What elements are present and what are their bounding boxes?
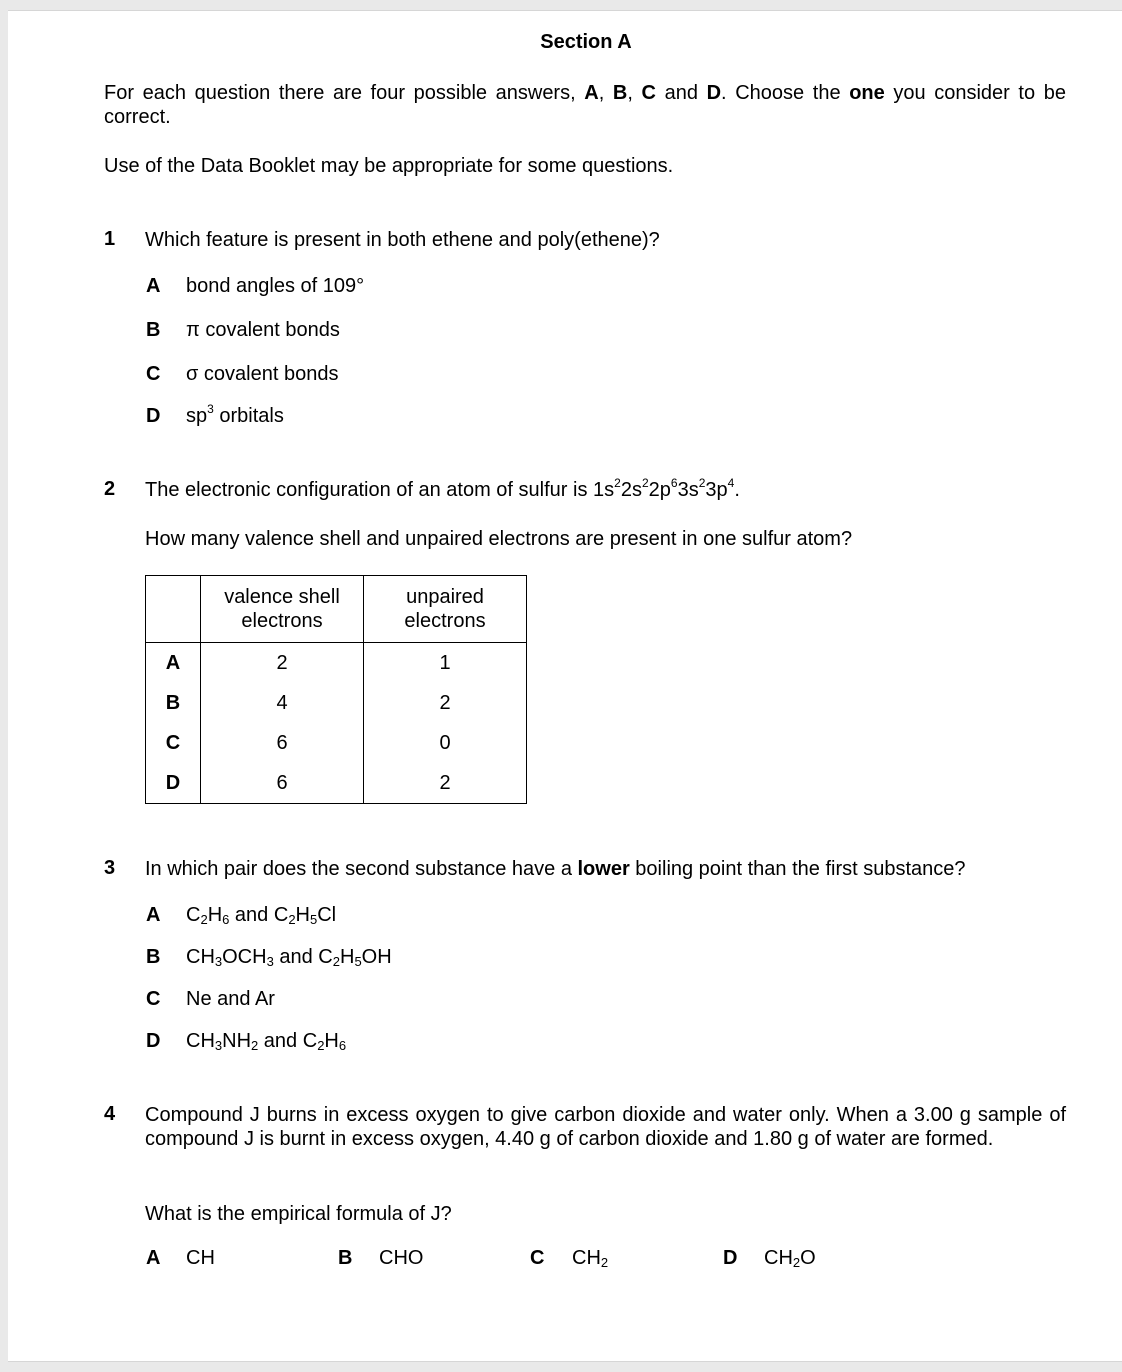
formula-part: sp	[186, 405, 208, 427]
formula-part: and C	[258, 1030, 318, 1052]
q1-option-d-text	[186, 402, 284, 428]
q3-option-c-text: Ne and Ar	[186, 988, 275, 1010]
question-2-number: 2	[104, 478, 116, 500]
row-unpaired: 2	[364, 683, 527, 723]
row-unpaired: 0	[364, 723, 527, 763]
subscript: 2	[288, 912, 296, 927]
question-3-number: 3	[104, 857, 116, 879]
question-2-answer-table	[145, 575, 527, 804]
q1-option-a-letter[interactable]: A	[146, 275, 161, 297]
q3-option-d-letter[interactable]: D	[146, 1030, 161, 1052]
subscript: 2	[317, 1038, 325, 1053]
q3-option-c-letter[interactable]: C	[146, 988, 161, 1010]
instructions-emphasis: one	[849, 82, 885, 104]
table-header-row	[146, 576, 527, 643]
section-title: Section A	[540, 31, 632, 53]
q1-option-b-letter[interactable]: B	[146, 319, 161, 341]
row-valence: 6	[201, 723, 364, 763]
question-4-prompt: What is the empirical formula of J?	[145, 1203, 452, 1225]
instructions-letter-d: D	[706, 82, 722, 104]
q4-option-a-letter[interactable]: A	[146, 1247, 161, 1269]
instructions-text: you consider to be correct.	[104, 82, 1066, 128]
exam-page	[8, 10, 1122, 1362]
table-header-blank	[146, 576, 201, 643]
row-valence: 6	[201, 763, 364, 804]
orbital: 3p	[705, 479, 728, 501]
header-line: electrons	[404, 610, 486, 632]
formula-part: C	[186, 904, 201, 926]
subscript: 3	[214, 954, 223, 969]
q3-option-b-letter[interactable]: B	[146, 946, 161, 968]
formula-part: and C	[273, 946, 333, 968]
orbital: 3s	[677, 479, 699, 501]
question-3-text	[145, 857, 966, 881]
instructions-sep: ,	[598, 82, 613, 104]
q4-option-d-text	[764, 1247, 816, 1270]
formula-part: CH	[186, 1030, 215, 1052]
row-unpaired: 1	[364, 643, 527, 684]
q3-option-a-text	[186, 904, 336, 927]
row-unpaired: 2	[364, 763, 527, 804]
question-2-prompt: How many valence shell and unpaired electrons are present in one sulfur atom?	[145, 528, 853, 550]
instructions-letter-a: A	[584, 82, 599, 104]
formula-part: CH	[572, 1247, 601, 1269]
table-row[interactable]	[146, 643, 527, 684]
instructions-sep: ,	[627, 82, 642, 104]
q3-option-d-text	[186, 1030, 346, 1053]
row-letter: D	[146, 763, 201, 804]
instructions-letter-b: B	[612, 82, 628, 104]
header-line: unpaired	[406, 586, 484, 608]
question-1-text: Which feature is present in both ethene and poly(ethene)?	[145, 229, 660, 251]
formula-part: Cl	[317, 904, 337, 926]
formula-part: OH	[361, 946, 392, 968]
q1-option-c-text: σ covalent bonds	[186, 363, 339, 385]
superscript: 4	[727, 476, 735, 490]
row-letter: C	[146, 723, 201, 763]
header-line: valence shell	[224, 586, 340, 608]
formula-part: CH	[764, 1247, 793, 1269]
punctuation: .	[734, 479, 740, 501]
table-row[interactable]	[146, 723, 527, 763]
instructions-paragraph	[104, 81, 1066, 129]
q3-option-a-letter[interactable]: A	[146, 904, 161, 926]
table-row[interactable]	[146, 683, 527, 723]
q4-option-a-text: CH	[186, 1247, 215, 1269]
instructions-text: For each question there are four possible answers,	[104, 82, 585, 104]
subscript: 2	[251, 1038, 259, 1053]
question-4-text: Compound J burns in excess oxygen to give carbon dioxide and water only. When a 3.00 g sample of compound J is burnt in excess oxygen, 4.40 g of carbon dioxide and 1.80 g of water are formed.	[145, 1104, 1066, 1150]
formula-part: H	[295, 904, 310, 926]
formula-part: H	[207, 904, 223, 926]
formula-part: H	[324, 1030, 339, 1052]
q4-option-d-letter[interactable]: D	[723, 1247, 738, 1269]
orbital: 2s	[620, 479, 642, 501]
instructions-sep: and	[655, 82, 707, 104]
subscript: 6	[338, 1038, 347, 1053]
formula-part: OCH	[222, 946, 267, 968]
q4-option-b-letter[interactable]: B	[338, 1247, 353, 1269]
question-3-text-part: boiling point than the first substance?	[629, 858, 966, 880]
subscript: 3	[214, 1038, 223, 1053]
question-1-number: 1	[104, 228, 116, 250]
q1-option-c-letter[interactable]: C	[146, 363, 161, 385]
question-2-text	[145, 478, 740, 502]
subscript: 6	[222, 912, 230, 927]
instructions-text: . Choose the	[721, 82, 850, 104]
q4-option-b-text: CHO	[379, 1247, 424, 1269]
table-header-unpaired	[364, 576, 527, 643]
superscript: 6	[670, 476, 678, 490]
formula-part: H	[339, 946, 355, 968]
table-header-valence	[201, 576, 364, 643]
subscript: 2	[792, 1255, 801, 1270]
formula-part: O	[800, 1247, 816, 1269]
subscript: 5	[310, 912, 318, 927]
question-3-text-part: In which pair does the second substance have a	[145, 858, 578, 880]
q1-option-d-letter[interactable]: D	[146, 405, 161, 427]
subscript: 2	[200, 912, 208, 927]
formula-part: CH	[186, 946, 215, 968]
q4-option-c-letter[interactable]: C	[530, 1247, 545, 1269]
row-letter: B	[146, 683, 201, 723]
q3-option-b-text	[186, 946, 392, 969]
subscript: 2	[600, 1255, 609, 1270]
data-booklet-note: Use of the Data Booklet may be appropriate for some questions.	[104, 155, 674, 177]
superscript: 2	[698, 476, 706, 490]
question-3-emphasis: lower	[577, 858, 630, 880]
superscript: 2	[641, 476, 649, 490]
table-row[interactable]	[146, 763, 527, 804]
row-valence: 2	[201, 643, 364, 684]
superscript: 3	[207, 402, 214, 416]
q4-option-c-text	[572, 1247, 608, 1270]
question-2-text-main: The electronic configuration of an atom of sulfur is 1s	[145, 479, 615, 501]
subscript: 5	[354, 954, 362, 969]
formula-part: NH	[222, 1030, 252, 1052]
instructions-letter-c: C	[641, 82, 656, 104]
orbital: 2p	[648, 479, 671, 501]
subscript: 3	[266, 954, 274, 969]
subscript: 2	[332, 954, 340, 969]
row-valence: 4	[201, 683, 364, 723]
header-line: electrons	[241, 610, 323, 632]
question-4-number: 4	[104, 1103, 116, 1125]
q1-option-b-text: π covalent bonds	[186, 319, 340, 341]
row-letter: A	[146, 643, 201, 684]
superscript: 2	[614, 476, 621, 490]
formula-part: orbitals	[213, 405, 284, 427]
q1-option-a-text: bond angles of 109°	[186, 275, 365, 297]
formula-part: and C	[229, 904, 289, 926]
